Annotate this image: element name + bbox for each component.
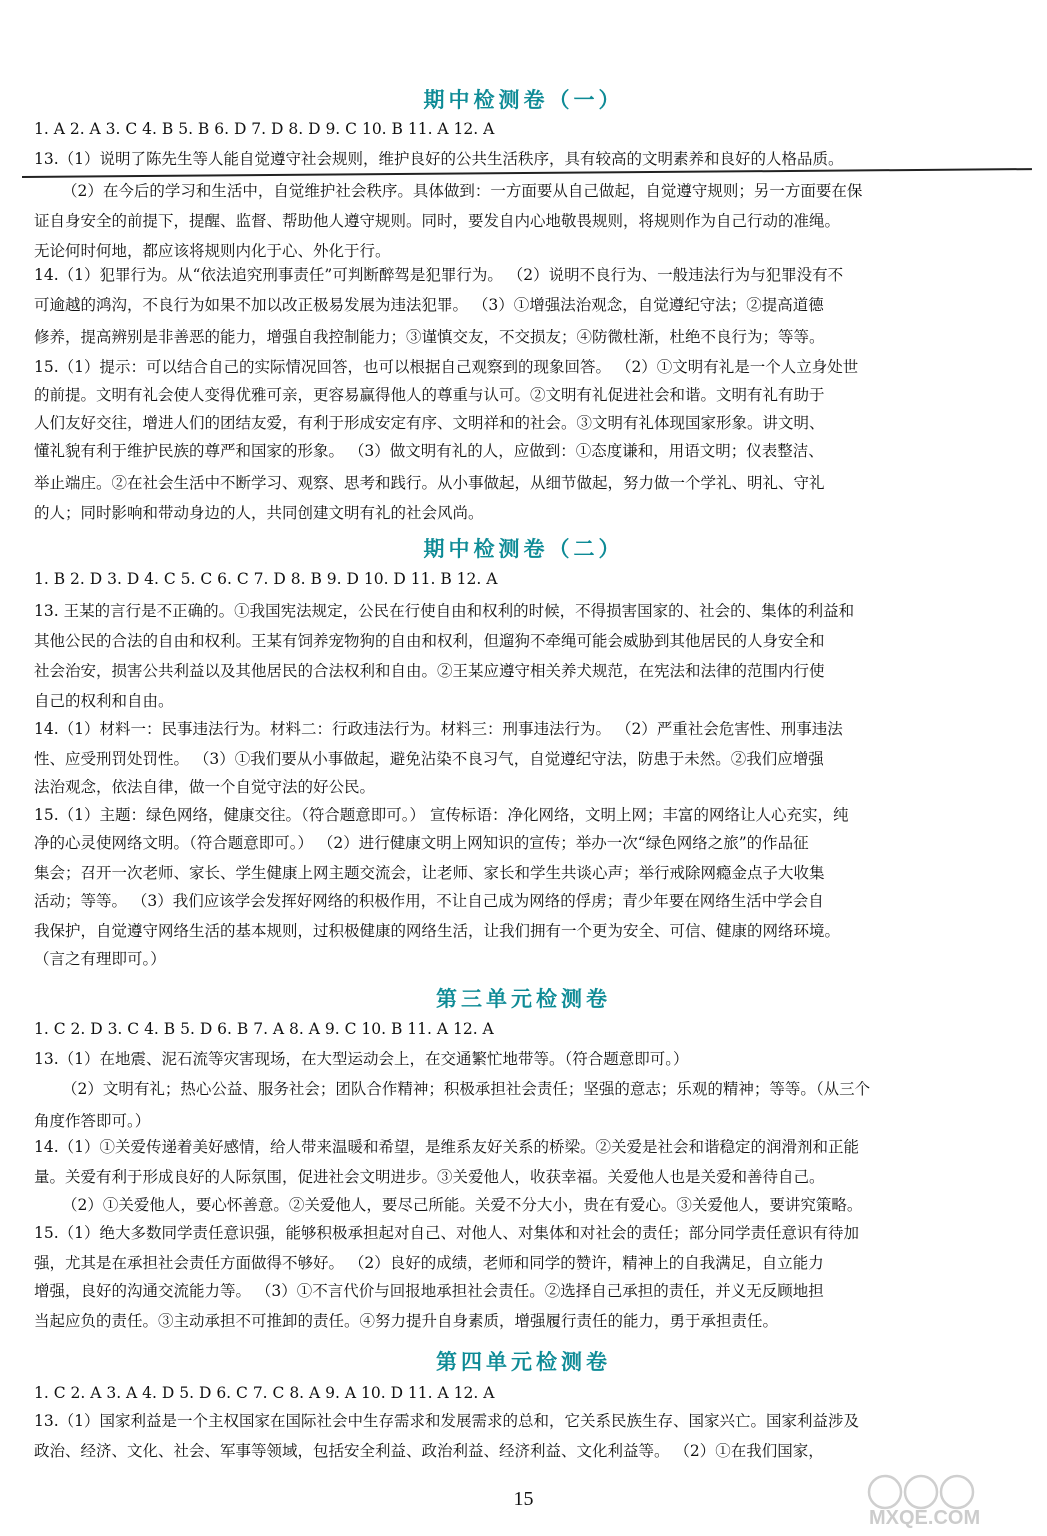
answer-line: 1. C 2. D 3. C 4. B 5. D 6. B 7. A 8. A 9. C 10. B 11. A 12. A [34, 1020, 494, 1038]
answer-line: 修养，提高辨别是非善恶的能力，增强自我控制能力；③谨慎交友，不交损友；④防微杜渐，杜绝不良行为；等等。 [34, 328, 825, 346]
watermark-logo [861, 1470, 1029, 1528]
section-title: 期中检测卷（一） [423, 88, 624, 112]
answer-line: 活动；等等。 （3）我们应该学会发挥好网络的积极作用，不让自己成为网络的俘虏；青少年要在网络生活中学会自 [34, 892, 824, 910]
answer-line: 举止端庄。②在社会生活中不断学习、观察、思考和践行。从小事做起，从细节做起，努力做一个学礼、明礼、守礼 [34, 474, 825, 492]
answer-line: 量。关爱有利于形成良好的人际氛围，促进社会文明进步。③关爱他人，收获幸福。关爱他人也是关爱和善待自己。 [34, 1168, 825, 1186]
answer-line: 人们友好交往，增进人们的团结友爱，有利于形成安定有序、文明祥和的社会。③文明有礼体现国家形象。讲文明、 [34, 414, 825, 432]
answer-line: 14.（1）材料一：民事违法行为。材料二：行政违法行为。材料三：刑事违法行为。 （2）严重社会危害性、刑事违法 [34, 720, 843, 738]
answer-line: 当起应负的责任。③主动承担不可推卸的责任。④努力提升自身素质，增强履行责任的能力，勇于承担责任。 [34, 1312, 779, 1330]
answer-line: 13.（1）国家利益是一个主权国家在国际社会中生存需求和发展需求的总和，它关系民族生存、国家兴亡。国家利益涉及 [34, 1412, 860, 1430]
answer-line: 我保护，自觉遵守网络生活的基本规则，过积极健康的网络生活，让我们拥有一个更为安全、可信、健康的网络环境。 [34, 922, 841, 940]
answer-line: 法治观念，依法自律，做一个自觉守法的好公民。 [34, 778, 376, 796]
answer-line: 证自身安全的前提下，提醒、监督、帮助他人遵守规则。同时，要发自内心地敬畏规则，将规则作为自己行动的准绳。 [34, 212, 841, 230]
answer-line: 13.（1）在地震、泥石流等灾害现场，在大型运动会上，在交通繁忙地带等。（符合题意即可。） [34, 1050, 689, 1068]
answer-line: 的人；同时影响和带动身边的人，共同创建文明有礼的社会风尚。 [34, 504, 484, 522]
answer-line: （2）①关爱他人，要心怀善意。②关爱他人，要尽己所能。关爱不分大小，贵在有爱心。③关爱他人，要讲究策略。 [62, 1196, 863, 1214]
answer-line: 15.（1）提示：可以结合自己的实际情况回答，也可以根据自己观察到的现象回答。 （2）①文明有礼是一个人立身处世 [34, 358, 859, 376]
answer-line: 13. 王某的言行是不正确的。①我国宪法规定，公民在行使自由和权利的时候，不得损害国家的、社会的、集体的利益和 [34, 602, 855, 620]
answer-line: 14.（1）犯罪行为。从“依法追究刑事责任”可判断醉驾是犯罪行为。 （2）说明不良行为、一般违法行为与犯罪没有不 [34, 266, 844, 284]
answer-line: 1. A 2. A 3. C 4. B 5. B 6. D 7. D 8. D 9. C 10. B 11. A 12. A [34, 120, 495, 138]
answer-line: 角度作答即可。） [34, 1112, 151, 1130]
answer-line: （2）文明有礼；热心公益、服务社会；团队合作精神；积极承担社会责任；坚强的意志；乐观的精神；等等。（从三个 [62, 1080, 871, 1098]
answer-line: 的前提。文明有礼会使人变得优雅可亲，更容易赢得他人的尊重与认可。②文明有礼促进社会和谐。文明有礼有助于 [34, 386, 825, 404]
section-title: 第四单元检测卷 [436, 1350, 611, 1374]
answer-line: 净的心灵使网络文明。（符合题意即可。） （2）进行健康文明上网知识的宣传；举办一次“绿色网络之旅”的作品征 [34, 834, 809, 852]
section-title: 第三单元检测卷 [436, 987, 611, 1011]
answer-line: 政治、经济、文化、社会、军事等领域，包括安全利益、政治利益、经济利益、文化利益等。 （2）①在我们国家， [34, 1442, 824, 1460]
answer-line: 其他公民的合法的自由和权利。王某有饲养宠物狗的自由和权利，但遛狗不牵绳可能会威胁到其他居民的人身安全和 [34, 632, 825, 650]
answer-line: 1. B 2. D 3. D 4. C 5. C 6. C 7. D 8. B 9. D 10. D 11. B 12. A [34, 570, 498, 588]
answer-line: 1. C 2. A 3. A 4. D 5. D 6. C 7. C 8. A 9. A 10. D 11. A 12. A [34, 1384, 495, 1402]
answer-line: 性、应受刑罚处罚性。 （3）①我们要从小事做起，避免沾染不良习气，自觉遵纪守法，防患于未然。②我们应增强 [34, 750, 824, 768]
answer-line: （2）在今后的学习和生活中，自觉维护社会秩序。具体做到：一方面要从自己做起，自觉遵守规则；另一方面要在保 [62, 182, 863, 200]
answer-line: （言之有理即可。） [34, 950, 166, 968]
answer-line: 15.（1）绝大多数同学责任意识强，能够积极承担起对自己、对他人、对集体和对社会的责任；部分同学责任意识有待加 [34, 1224, 860, 1242]
answer-line: 自己的权利和自由。 [34, 692, 174, 710]
page-number: 15 [513, 1488, 534, 1510]
answer-line: 增强，良好的沟通交流能力等。 （3）①不言代价与回报地承担社会责任。②选择自己承担的责任，并义无反顾地担 [34, 1282, 824, 1300]
answer-line: 集会；召开一次老师、家长、学生健康上网主题交流会，让老师、家长和学生共谈心声；举行戒除网瘾金点子大收集 [34, 864, 825, 882]
answer-line: 懂礼貌有利于维护民族的尊严和国家的形象。 （3）做文明有礼的人，应做到：①态度谦和，用语文明；仪表整洁、 [34, 442, 824, 460]
answer-line: 13.（1）说明了陈先生等人能自觉遵守社会规则，维护良好的公共生活秩序，具有较高的文明素养和良好的人格品质。 [34, 150, 844, 168]
answer-line: 无论何时何地，都应该将规则内化于心、外化于行。 [34, 242, 391, 260]
answer-line: 15.（1）主题：绿色网络，健康交往。（符合题意即可。） 宣传标语：净化网络，文明上网；丰富的网络让人心充实，纯 [34, 806, 849, 824]
svg-text:MXQE.COM: MXQE.COM [869, 1507, 981, 1528]
answer-line: 可逾越的鸿沟，不良行为如果不加以改正极易发展为违法犯罪。 （3）①增强法治观念，自觉遵纪守法；②提高道德 [34, 296, 824, 314]
answer-line: 强，尤其是在承担社会责任方面做得不够好。 （2）良好的成绩，老师和同学的赞许，精神上的自我满足，自立能力 [34, 1254, 824, 1272]
section-title: 期中检测卷（二） [423, 537, 624, 561]
answer-line: 14.（1）①关爱传递着美好感情，给人带来温暖和希望，是维系友好关系的桥梁。②关爱是社会和谐稳定的润滑剂和正能 [34, 1138, 860, 1156]
answer-line: 社会治安，损害公共利益以及其他居民的合法权利和自由。②王某应遵守相关养犬规范，在宪法和法律的范围内行使 [34, 662, 825, 680]
